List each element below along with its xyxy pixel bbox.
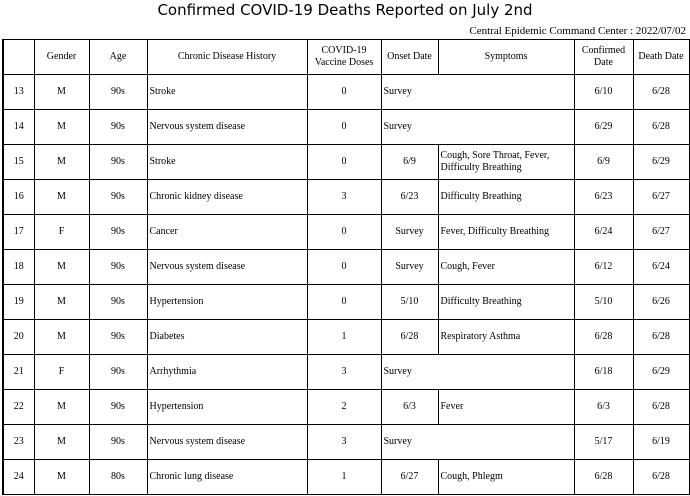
table-row	[3, 320, 689, 355]
cell-gender: M	[34, 425, 89, 460]
cell-death: 6/29	[633, 355, 689, 390]
table-row	[3, 75, 689, 110]
cell-symptoms: Cough, Fever	[438, 250, 574, 285]
cell-doses: 3	[307, 355, 381, 390]
cell-history: Chronic lung disease	[147, 460, 307, 495]
cell-confirmed: 6/28	[574, 320, 633, 355]
cell-onset: Survey	[381, 250, 438, 285]
cell-symptoms: Respiratory Asthma	[438, 320, 574, 355]
cell-gender: M	[34, 110, 89, 145]
cell-death: 6/28	[633, 390, 689, 425]
cell-onset: Survey	[381, 425, 574, 460]
cell-death: 6/28	[633, 75, 689, 110]
cell-age: 90s	[89, 215, 147, 250]
cell-confirmed: 6/9	[574, 145, 633, 180]
cell-onset: 6/9	[381, 145, 438, 180]
cell-history: Chronic kidney disease	[147, 180, 307, 215]
cell-symptoms: Difficulty Breathing	[438, 285, 574, 320]
cell-onset: 5/10	[381, 285, 438, 320]
cell-onset: Survey	[381, 75, 574, 110]
cell-doses: 0	[307, 215, 381, 250]
table-row	[3, 215, 689, 250]
cell-onset: Survey	[381, 355, 574, 390]
cell-death: 6/24	[633, 250, 689, 285]
cell-no: 15	[3, 145, 34, 180]
cell-gender: M	[34, 390, 89, 425]
cell-symptoms: Fever	[438, 390, 574, 425]
header-doses: COVID-19 Vaccine Doses	[307, 40, 381, 75]
cell-no: 24	[3, 460, 34, 495]
cell-death: 6/26	[633, 285, 689, 320]
cell-age: 90s	[89, 250, 147, 285]
cell-gender: M	[34, 250, 89, 285]
table-header-row	[3, 40, 689, 75]
cell-history: Nervous system disease	[147, 250, 307, 285]
header-gender: Gender	[34, 40, 89, 75]
cell-gender: M	[34, 180, 89, 215]
cell-death: 6/28	[633, 110, 689, 145]
source-note: Central Epidemic Command Center : 2022/07/02	[469, 25, 686, 37]
cell-confirmed: 5/17	[574, 425, 633, 460]
cell-no: 21	[3, 355, 34, 390]
cell-no: 22	[3, 390, 34, 425]
cell-history: Stroke	[147, 145, 307, 180]
cell-doses: 2	[307, 390, 381, 425]
cell-history: Diabetes	[147, 320, 307, 355]
cell-history: Arrhythmia	[147, 355, 307, 390]
cell-confirmed: 6/24	[574, 215, 633, 250]
cell-age: 90s	[89, 180, 147, 215]
cell-history: Stroke	[147, 75, 307, 110]
table-row	[3, 110, 689, 145]
deaths-table	[2, 39, 690, 495]
cell-doses: 1	[307, 320, 381, 355]
cell-onset: 6/23	[381, 180, 438, 215]
header-history: Chronic Disease History	[147, 40, 307, 75]
cell-symptoms: Cough, Phlegm	[438, 460, 574, 495]
cell-symptoms: Difficulty Breathing	[438, 180, 574, 215]
cell-onset: 6/28	[381, 320, 438, 355]
cell-history: Nervous system disease	[147, 110, 307, 145]
cell-no: 18	[3, 250, 34, 285]
table-row	[3, 145, 689, 180]
header-age: Age	[89, 40, 147, 75]
cell-no: 14	[3, 110, 34, 145]
cell-onset: Survey	[381, 215, 438, 250]
header-death: Death Date	[633, 40, 689, 75]
table-row	[3, 425, 689, 460]
table-row	[3, 390, 689, 425]
cell-symptoms: Fever, Difficulty Breathing	[438, 215, 574, 250]
cell-history: Hypertension	[147, 390, 307, 425]
cell-confirmed: 6/18	[574, 355, 633, 390]
table-row	[3, 355, 689, 390]
header-no	[3, 40, 34, 75]
cell-onset: 6/27	[381, 460, 438, 495]
cell-confirmed: 6/28	[574, 460, 633, 495]
cell-doses: 3	[307, 180, 381, 215]
cell-death: 6/27	[633, 180, 689, 215]
cell-doses: 0	[307, 250, 381, 285]
cell-gender: F	[34, 215, 89, 250]
cell-death: 6/27	[633, 215, 689, 250]
header-symptoms: Symptoms	[438, 40, 574, 75]
cell-death: 6/28	[633, 320, 689, 355]
cell-death: 6/29	[633, 145, 689, 180]
cell-confirmed: 6/3	[574, 390, 633, 425]
cell-age: 90s	[89, 355, 147, 390]
page-title: Confirmed COVID-19 Deaths Reported on July 2nd	[157, 1, 533, 19]
table-row	[3, 250, 689, 285]
cell-doses: 0	[307, 285, 381, 320]
cell-no: 19	[3, 285, 34, 320]
cell-gender: F	[34, 355, 89, 390]
cell-history: Cancer	[147, 215, 307, 250]
cell-doses: 0	[307, 110, 381, 145]
cell-confirmed: 6/29	[574, 110, 633, 145]
cell-no: 17	[3, 215, 34, 250]
cell-no: 20	[3, 320, 34, 355]
cell-symptoms: Cough, Sore Throat, Fever, Difficulty Breathing	[438, 145, 574, 180]
cell-doses: 3	[307, 425, 381, 460]
cell-death: 6/19	[633, 425, 689, 460]
cell-age: 90s	[89, 390, 147, 425]
cell-age: 90s	[89, 285, 147, 320]
cell-age: 80s	[89, 460, 147, 495]
cell-history: Nervous system disease	[147, 425, 307, 460]
table-row	[3, 460, 689, 495]
cell-confirmed: 6/23	[574, 180, 633, 215]
cell-age: 90s	[89, 145, 147, 180]
table-row	[3, 180, 689, 215]
cell-gender: M	[34, 145, 89, 180]
cell-no: 23	[3, 425, 34, 460]
table-row	[3, 285, 689, 320]
cell-death: 6/28	[633, 460, 689, 495]
cell-onset: 6/3	[381, 390, 438, 425]
cell-confirmed: 6/10	[574, 75, 633, 110]
cell-gender: M	[34, 75, 89, 110]
cell-no: 16	[3, 180, 34, 215]
cell-age: 90s	[89, 425, 147, 460]
cell-age: 90s	[89, 320, 147, 355]
cell-confirmed: 5/10	[574, 285, 633, 320]
cell-doses: 0	[307, 145, 381, 180]
cell-age: 90s	[89, 110, 147, 145]
cell-gender: M	[34, 460, 89, 495]
header-confirmed: Confirmed Date	[574, 40, 633, 75]
cell-doses: 0	[307, 75, 381, 110]
cell-gender: M	[34, 285, 89, 320]
cell-onset: Survey	[381, 110, 574, 145]
cell-gender: M	[34, 320, 89, 355]
cell-history: Hypertension	[147, 285, 307, 320]
cell-no: 13	[3, 75, 34, 110]
cell-age: 90s	[89, 75, 147, 110]
cell-confirmed: 6/12	[574, 250, 633, 285]
cell-doses: 1	[307, 460, 381, 495]
header-onset: Onset Date	[381, 40, 438, 75]
